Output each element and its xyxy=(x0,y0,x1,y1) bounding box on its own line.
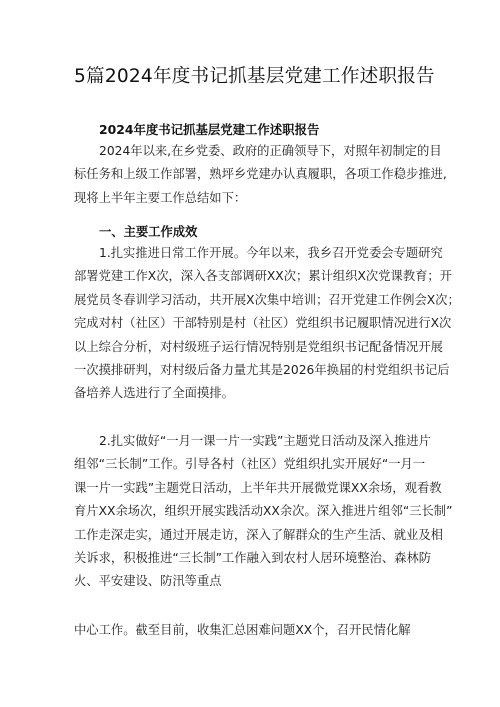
paragraph-line: 展党员冬春训学习活动，共开展X次集中培训；召开党建工作例会X次； xyxy=(74,292,460,307)
report-subtitle: 2024年度书记抓基层党建工作述职报告 xyxy=(99,122,320,137)
section-heading: 一、主要工作成效 xyxy=(99,225,198,239)
intro-line: 2024年以来,在乡党委、政府的正确领导下，对照年初制定的目 xyxy=(99,144,442,158)
paragraph-line: 育片XX余场次，组织开展实践活动XX余次。深入推进片组邻“三长制” xyxy=(74,504,453,519)
document-title: 5篇2024年度书记抓基层党建工作述职报告 xyxy=(74,66,435,87)
paragraph-line: 工作走深走实，通过开展走访，深入了解群众的生产生活、就业及相 xyxy=(74,527,443,542)
paragraph-2 xyxy=(74,430,453,594)
paragraph-line: 课一片一实践”主题党日活动，上半年共开展微党课XX余场，观看教 xyxy=(74,480,442,495)
paragraph-1 xyxy=(74,242,460,406)
paragraph-line: 以上综合分析，对村级班子运行情况特别是党组织书记配备情况开展 xyxy=(74,339,443,354)
paragraph-line: 关诉求，积极推进“三长制”工作融入到农村人居环境整治、森林防 xyxy=(74,550,432,565)
paragraph-line: 1.扎实推进日常工作开展。今年以来，我乡召开党委会专题研究 xyxy=(99,246,443,260)
paragraph-line: 部署党建工作X次，深入各支部调研XX次；累计组织X次党课教育；开 xyxy=(74,269,453,284)
paragraph-line: 备培养人选进行了全面摸排。 xyxy=(74,386,234,401)
continuation-line: 中心工作。截至目前，收集汇总困难问题XX个，召开民情化解 xyxy=(74,623,411,637)
paragraph-line: 火、平安建设、防汛等重点 xyxy=(74,574,222,589)
paragraph-line: 完成对村（社区）干部特别是村（社区）党组织书记履职情况进行X次 xyxy=(74,316,452,331)
intro-paragraph xyxy=(74,140,447,210)
paragraph-line: 组邻“三长制”工作。引导各村（社区）党组织扎实开展好“一月一 xyxy=(74,457,426,472)
intro-line: 标任务和上级工作部署，熟坪乡党建办认真履职，各项工作稳步推进, xyxy=(74,167,447,182)
intro-line: 现将上半年主要工作总结如下： xyxy=(74,190,247,205)
paragraph-line: 2.扎实做好“一月一课一片一实践”主题党日活动及深入推进片 xyxy=(99,434,431,448)
paragraph-line: 一次摸排研判，对村级后备力量尤其是2026年换届的村党组织书记后 xyxy=(74,362,450,377)
